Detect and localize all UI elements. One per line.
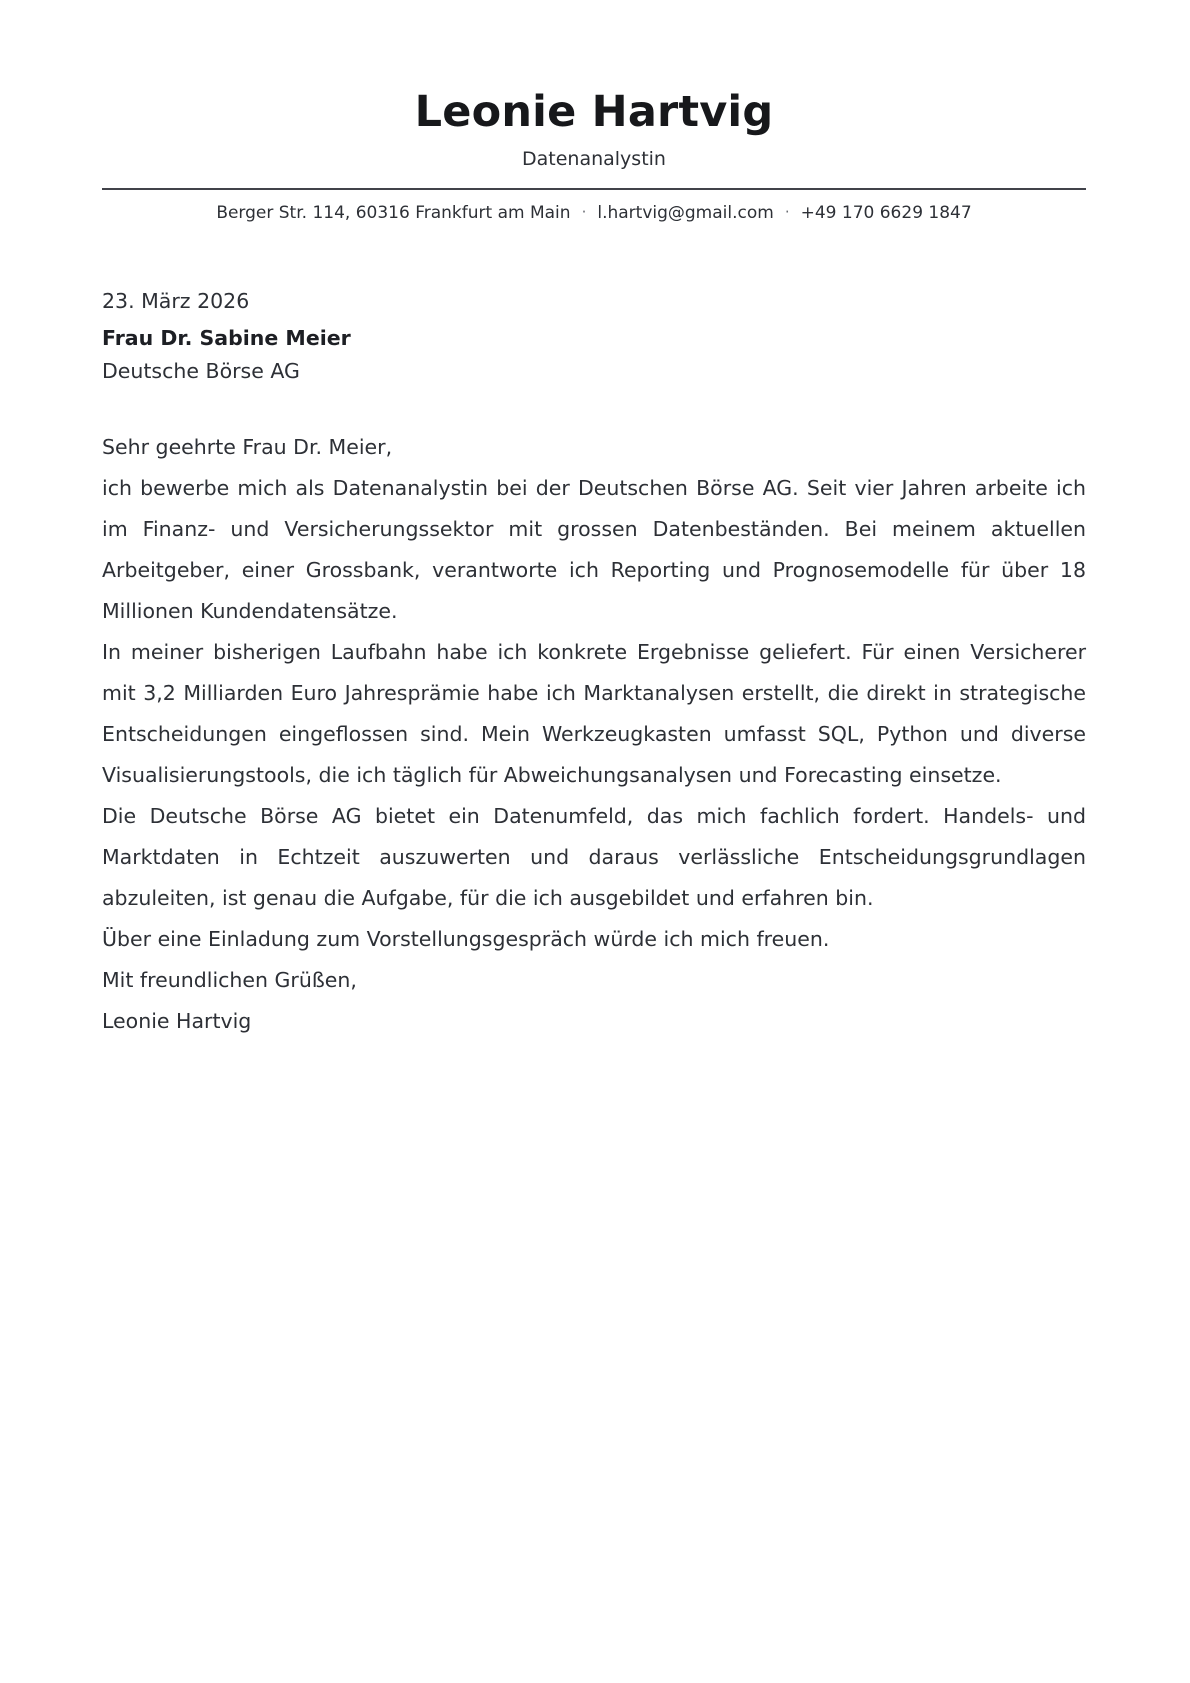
recipient-block bbox=[102, 322, 1086, 388]
recipient-name: Frau Dr. Sabine Meier bbox=[102, 325, 351, 350]
recipient-company: Deutsche Börse AG bbox=[102, 358, 300, 383]
closing: Mit freundlichen Grüßen, bbox=[102, 968, 357, 993]
contact-separator-dot: · bbox=[784, 202, 790, 221]
letter-body bbox=[102, 281, 1086, 1043]
applicant-role: Datenanalystin bbox=[522, 147, 666, 170]
contact-address: Berger Str. 114, 60316 Frankfurt am Main bbox=[216, 202, 571, 223]
contact-phone: +49 170 6629 1847 bbox=[800, 202, 972, 223]
salutation: Sehr geehrte Frau Dr. Meier, bbox=[102, 435, 393, 460]
applicant-name: Leonie Hartvig bbox=[414, 87, 774, 137]
paragraph-invitation: Über eine Einladung zum Vorstellungsgespräch würde ich mich freuen. bbox=[102, 927, 830, 952]
paragraph-intro: ich bewerbe mich als Datenanalystin bei der Deutschen Börse AG. Seit vier Jahren arbeite ich im Finanz- und Versicherungssektor mit grossen Datenbeständen. Bei meinem aktuellen Arbeitgeber, einer Grossbank, verantworte ich Reporting und Prognosemodelle für über 18 Millionen Kundendatensätze. bbox=[102, 476, 1086, 624]
contact-email: l.hartvig@gmail.com bbox=[597, 202, 774, 223]
paragraph-experience: In meiner bisherigen Laufbahn habe ich konkrete Ergebnisse geliefert. Für einen Versicherer mit 3,2 Milliarden Euro Jahresprämie habe ich Marktanalysen erstellt, die direkt in strategische Entscheidungen eingeflossen sind. Mein Werkzeugkasten umfasst SQL, Python und diverse Visualisierungstools, die ich täglich für Abweichungsanalysen und Forecasting einsetze. bbox=[102, 640, 1086, 788]
signature-name: Leonie Hartvig bbox=[102, 1009, 252, 1034]
letter-header bbox=[102, 86, 1086, 223]
header-divider bbox=[102, 188, 1086, 190]
contact-separator-dot: · bbox=[581, 202, 587, 221]
letter-date: 23. März 2026 bbox=[102, 288, 250, 313]
contact-line bbox=[102, 203, 1086, 223]
paragraph-motivation: Die Deutsche Börse AG bietet ein Datenumfeld, das mich fachlich fordert. Handels- und Marktdaten in Echtzeit auszuwerten und daraus verlässliche Entscheidungsgrundlagen abzuleiten, ist genau die Aufgabe, für die ich ausgebildet und erfahren bin. bbox=[102, 804, 1086, 911]
